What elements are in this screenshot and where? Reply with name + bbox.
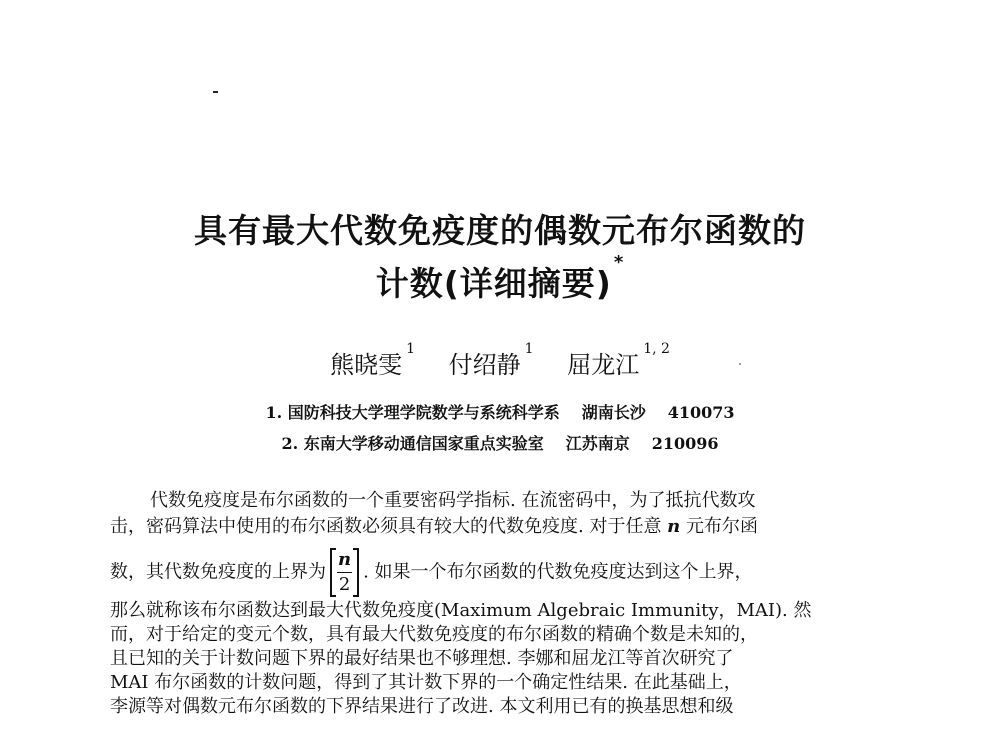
abstract-line: 且已知的关于计数问题下界的最好结果也不够理想. 李娜和屈龙江等首次研究了 [110,648,734,669]
author [330,341,415,380]
abstract-line [110,512,758,538]
affiliation-label: 1. 国防科技大学理学院数学与系统科学系 [265,403,560,422]
abstract-line: MAI 布尔函数的计数问题，得到了其计数下界的一个确定性结果. 在此基础上， [110,672,742,693]
fraction-numerator: n [337,548,352,573]
paper-title-text: 计数(详细摘要) [375,264,612,303]
abstract-line: 代数免疫度是布尔函数的一个重要密码学指标. 在流密码中，为了抵抗代数攻 [150,490,756,511]
author-affiliation-index: 1, 2 [643,341,670,357]
abstract-line [110,548,753,597]
abstract-text: 击，密码算法中使用的布尔函数必须具有较大的代数免疫度. 对于任意 [110,516,668,537]
paper-title-line-1: 具有最大代数免疫度的偶数元布尔函数的 [194,211,806,250]
fraction-denominator: 2 [338,574,351,595]
author [448,341,534,380]
affiliation [0,400,1000,423]
abstract-text: . 如果一个布尔函数的代数免疫度达到这个上界， [363,561,753,583]
affiliation-place: 湖南长沙 [581,403,646,422]
author-affiliation-index: 1 [524,341,534,357]
abstract-line: 而，对于给定的变元个数，具有最大代数免疫度的布尔函数的精确个数是未知的， [110,624,758,645]
paper-title-line-2 [0,252,1000,305]
ceiling-fraction [330,548,359,597]
abstract-text: 元布尔函 [680,516,758,537]
scan-artifact [213,91,218,93]
affiliation-zip: 210096 [651,434,719,453]
author-affiliation-index: 1 [406,341,415,357]
math-variable: n [667,516,681,537]
author-name: 屈龙江 [567,351,640,379]
author [567,341,670,380]
author-name: 熊晓雯 [330,351,403,379]
affiliation-zip: 410073 [667,403,735,422]
affiliation [0,431,1000,454]
abstract-line: 李源等对偶数元布尔函数的下界结果进行了改进. 本文利用已有的换基思想和级 [110,696,734,717]
affiliation-place: 江苏南京 [565,434,630,453]
title-footnote-mark: * [613,252,625,273]
author-list [0,341,1000,380]
abstract-line: 那么就称该布尔函数达到最大代数免疫度(Maximum Algebraic Immunity，MAI). 然 [110,600,812,621]
affiliation-label: 2. 东南大学移动通信国家重点实验室 [281,434,544,453]
author-name: 付绍静 [448,351,521,379]
abstract-text: 数，其代数免疫度的上界为 [110,561,326,583]
